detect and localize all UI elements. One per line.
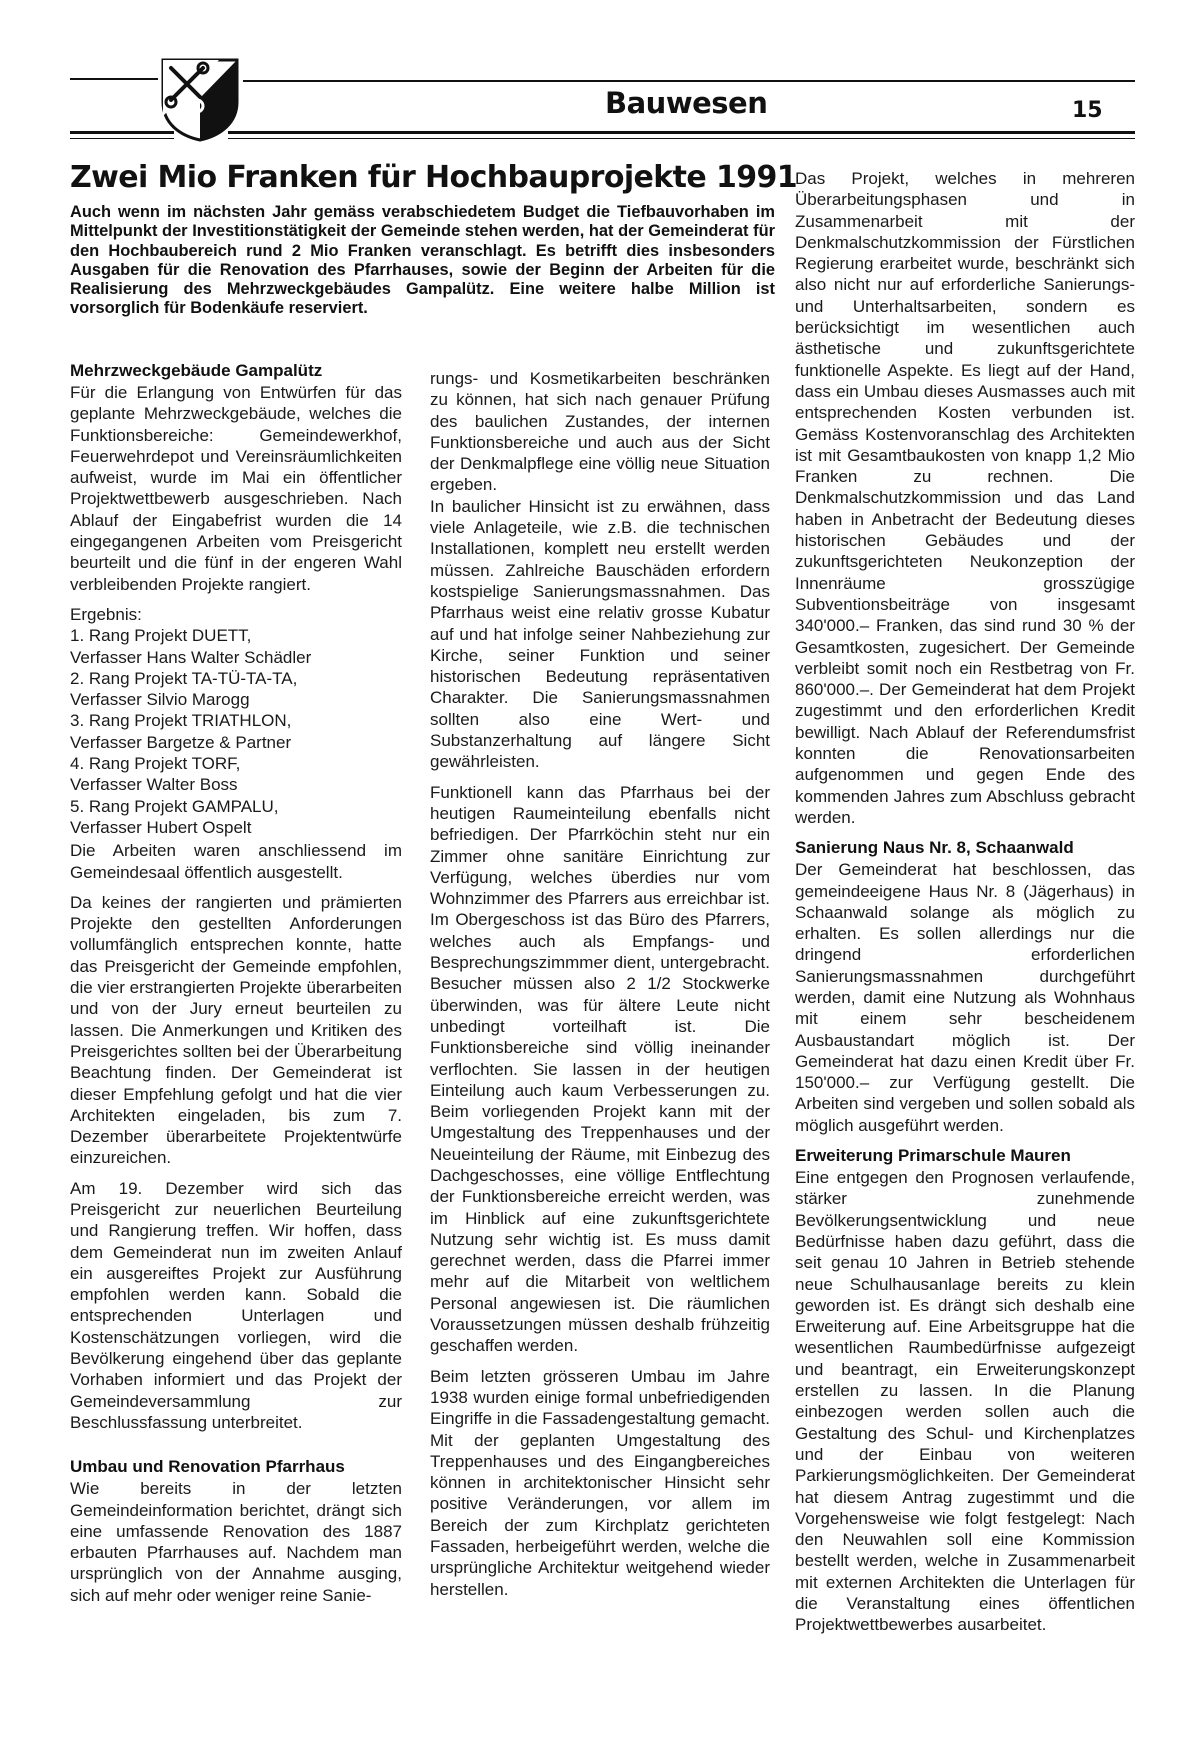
paragraph: In baulicher Hinsicht ist zu erwähnen, dass viele Anlageteile, wie z.B. die technischen Installationen, komplett neu erstellt werden müssen. Zahlreiche Bauschäden erfordern kostspielige Sanierungsmassnahmen. Das Pfarrhaus weist eine relativ grosse Kubatur auf und hat infolge seiner Nahbeziehung zur Kirche, seiner Funktion und seiner historischen Bedeutung repräsentativen Charakter. Die Sanierungsmassnahmen sollten also eine Wert- und Substanzerhaltung auf längere Sicht gewährleisten.	[430, 496, 770, 772]
header-rule-bottom-2	[228, 138, 1135, 139]
heading-pfarrhaus: Umbau und Renovation Pfarrhaus	[70, 1457, 345, 1477]
results-line: Verfasser Silvio Marogg	[70, 690, 250, 710]
results-label: Ergebnis:	[70, 604, 142, 624]
paragraph: Das Projekt, welches in mehreren Überarbeitungsphasen und in Zusammenarbeit mit der Denkmalschutzkommission der Fürstlichen Regierung erarbeitet wurde, beschränkt sich also nicht nur auf erforderliche Sanierungs- und Unterhaltsarbeiten, sondern es berücksichtigt im wesentlichen auch ästhetische und zukunftsgerichtete funktionelle Aspekte. Es liegt auf der Hand, dass ein Umbau dieses Ausmasses auch mit entsprechenden Kosten verbunden ist. Gemäss Kostenvoranschlag des Architekten ist mit Gesamtbaukosten von knapp 1,2 Mio Franken zu rechnen. Die Denkmalschutzkommission und das Land haben in Anbetracht der Bedeutung dieses historischen Gebäudes und der zukunftsgerichteten Neukonzeption der Innenräume grosszügige Subventionsbeiträge von insgesamt 340'000.– Franken, das sind rund 30 % der Gesamtkosten, zugesichert. Der Gemeinde verbleibt somit noch ein Restbetrag von Fr. 860'000.–. Der Gemeinderat hat dem Projekt zugestimmt und den erforderlichen Kredit bewilligt. Nach Ablauf der Referendumsfrist konnten die Renovationsarbeiten aufgenommen und gegen Ende des kommenden Jahres zum Abschluss gebracht werden.	[795, 169, 1135, 827]
paragraph: rungs- und Kosmetikarbeiten beschränken zu können, hat sich nach genauer Prüfung des baulichen Zustandes, der internen Funktionsbereiche und auch aus der Sicht der Denkmalpflege eine völlig neue Situation ergeben.	[430, 369, 770, 495]
header-rule-bottom-left	[70, 131, 174, 134]
header-rule-top-right	[243, 80, 1135, 82]
column-2	[430, 368, 770, 1609]
results-line: Verfasser Hubert Ospelt	[70, 817, 252, 837]
column-3	[795, 168, 1135, 1645]
paragraph: Eine entgegen den Prognosen verlaufende, stärker zunehmende Bevölkerungsentwicklung und neue Bedürfnisse haben dazu geführt, dass die seit genau 10 Jahren in Betrieb stehende neue Schulhausanlage bereits zu klein geworden ist. Es drängt sich deshalb eine Erweiterung auf. Eine Arbeitsgruppe hat die wesentlichen Raumbedürfnisse aufgezeigt und beantragt, ein Erweiterungskonzept erstellen zu lassen. In die Planung einbezogen werden sollen auch die Gestaltung des Schul- und Kirchenplatzes und der Einbau von weiteren Parkierungsmöglichkeiten. Der Gemeinderat hat diesem Antrag zugestimmt und die Vorgehensweise wie folgt festgelegt: Nach den Neuwahlen soll eine Kommission bestellt werden, welche in Zusammenarbeit mit externen Architekten die Unterlagen für die Veranstaltung eines öffentlichen Projektwettbewerbes ausarbeitet.	[795, 1168, 1135, 1635]
paragraph: Für die Erlangung von Entwürfen für das geplante Mehrzweckgebäude, welches die Funktionsbereiche: Gemeindewerkhof, Feuerwehrdepot und Vereinsräumlichkeiten aufweist, wurde im Mai ein öffentlicher Projektwettbewerb ausgeschrieben. Nach Ablauf der Eingabefrist wurden die 14 eingegangenen Arbeiten vom Preisgericht beurteilt und die fünf in der engeren Wahl verbleibenden Projekte rangiert.	[70, 383, 402, 594]
results-list	[70, 604, 402, 838]
results-line: 2. Rang Projekt TA-TÜ-TA-TA,	[70, 668, 298, 688]
header-rule-bottom-left-2	[70, 138, 174, 139]
page-number: 15	[1072, 98, 1103, 123]
article-title: Zwei Mio Franken für Hochbauprojekte 1991	[70, 160, 798, 195]
heading-schaanwald: Sanierung Naus Nr. 8, Schaanwald	[795, 838, 1074, 858]
results-line: 1. Rang Projekt DUETT,	[70, 626, 252, 646]
section-title: Bauwesen	[605, 86, 768, 120]
heading-gampaluetz: Mehrzweckgebäude Gampalütz	[70, 361, 323, 380]
paragraph: Funktionell kann das Pfarrhaus bei der heutigen Raumeinteilung ebenfalls nicht befriedigen. Der Pfarrköchin steht nur ein Zimmer ohne sanitäre Einrichtung zur Verfügung, welches überdies nur vom Wohnzimmer des Pfarrers aus erreichbar ist. Im Obergeschoss ist das Büro des Pfarrers, welches auch als Empfangs- und Besprechungszimmmer dient, untergebracht. Besucher müssen also 2 1/2 Stockwerke überwinden, was für ältere Leute nicht unbedingt vorteilhaft ist. Die Funktionsbereiche sind völlig ineinander verflochten. Sie lassen in der heutigen Einteilung auch kaum Verbesserungen zu. Beim vorliegenden Projekt kann mit der Umgestaltung des Treppenhauses und der Neueinteilung der Räume, mit Einbezug des Dachgeschosses, eine völlige Entflechtung der Funktionsbereiche erreicht werden, was im Hinblick auf eine zukunftsgerichtete Nutzung sehr wichtig ist. Es muss damit gerechnet werden, dass die Pfarrei immer mehr auf die Mitarbeit von weltlichem Personal angewiesen ist. Die räumlichen Voraussetzungen müssen deshalb frühzeitig geschaffen werden.	[430, 782, 770, 1356]
paragraph: Beim letzten grösseren Umbau im Jahre 1938 wurden einige formal unbefriedigenden Eingriffe in die Fassadengestaltung gemacht. Mit der geplanten Umgestaltung des Treppenhauses und des Eingangbereiches können in architektonischer Hinsicht sehr positive Veränderungen, vor allem im Bereich der zum Kirchplatz gerichteten Fassaden, herbeigeführt werden, welche die ursprüngliche Architektur weitgehend wieder herstellen.	[430, 1366, 770, 1599]
coat-of-arms-icon	[159, 58, 241, 142]
paragraph: Der Gemeinderat hat beschlossen, das gemeindeeigene Haus Nr. 8 (Jägerhaus) in Schaanwald solange als möglich zu erhalten. Es sollen allerdings nur die dringend erforderlichen Sanierungsmassnahmen durchgeführt werden, damit eine Nutzung als Wohnhaus mit einem sehr bescheidenem Ausbaustandart möglich ist. Der Gemeinderat hat dazu einen Kredit über Fr. 150'000.– zur Verfügung gestellt. Die Arbeiten sind vergeben und sollen sobald als möglich ausgeführt werden.	[795, 860, 1135, 1135]
results-line: 5. Rang Projekt GAMPALU,	[70, 796, 279, 816]
header-rule-bottom	[228, 131, 1135, 134]
results-line: Verfasser Walter Boss	[70, 775, 238, 795]
results-line: 3. Rang Projekt TRIATHLON,	[70, 711, 292, 731]
paragraph: Am 19. Dezember wird sich das Preisgericht zur neuerlichen Beurteilung und Rangierung treffen. Wir hoffen, dass dem Gemeinderat nun im zweiten Anlauf ein ausgereiftes Projekt zur Ausführung empfohlen werden kann. Sobald die entsprechenden Unterlagen und Kostenschätzungen vorliegen, wird die Bevölkerung eingehend über das geplante Vorhaben informiert und das Projekt der Gemeindeversammlung zur Beschlussfassung unterbreitet.	[70, 1178, 402, 1432]
results-line: 4. Rang Projekt TORF,	[70, 754, 241, 774]
results-line: Verfasser Bargetze & Partner	[70, 732, 292, 752]
results-line: Verfasser Hans Walter Schädler	[70, 647, 312, 667]
column-1	[70, 360, 402, 1615]
heading-primarschule: Erweiterung Primarschule Mauren	[795, 1146, 1071, 1166]
paragraph: Die Arbeiten waren anschliessend im Gemeindesaal öffentlich ausgestellt.	[70, 841, 402, 882]
article-lead: Auch wenn im nächsten Jahr gemäss verabschiedetem Budget die Tiefbauvorhaben im Mittelpunkt der Investitionstätigkeit der Gemeinde stehen werden, hat der Gemeinderat für den Hochbaubereich rund 2 Mio Franken veranschlagt. Es betrifft dies insbesonders Ausgaben für die Renovation des Pfarrhauses, sowie der Beginn der Arbeiten für die Realisierung des Mehrzweckgebäudes Gampalütz. Eine weitere halbe Million ist vorsorglich für Bodenkäufe reserviert.	[70, 203, 775, 318]
paragraph: Wie bereits in der letzten Gemeindeinformation berichtet, drängt sich eine umfassende Renovation des 1887 erbauten Pfarrhauses auf. Nachdem man ursprünglich von der Annahme ausging, sich auf mehr oder weniger reine Sanie-	[70, 1479, 402, 1605]
header-rule-top	[70, 78, 158, 80]
paragraph: Da keines der rangierten und prämierten Projekte den gestellten Anforderungen vollumfänglich entsprechen konnte, hatte das Preisgericht der Gemeinde empfohlen, die vier erstrangierten Projekte überarbeiten und von der Jury erneut beurteilen zu lassen. Die Anmerkungen und Kritiken des Preisgerichtes sollten bei der Überarbeitung Beachtung finden. Der Gemeinderat ist dieser Empfehlung gefolgt und hat die vier Architekten eingeladen, bis zum 7. Dezember überarbeitete Projektentwürfe einzureichen.	[70, 892, 402, 1168]
